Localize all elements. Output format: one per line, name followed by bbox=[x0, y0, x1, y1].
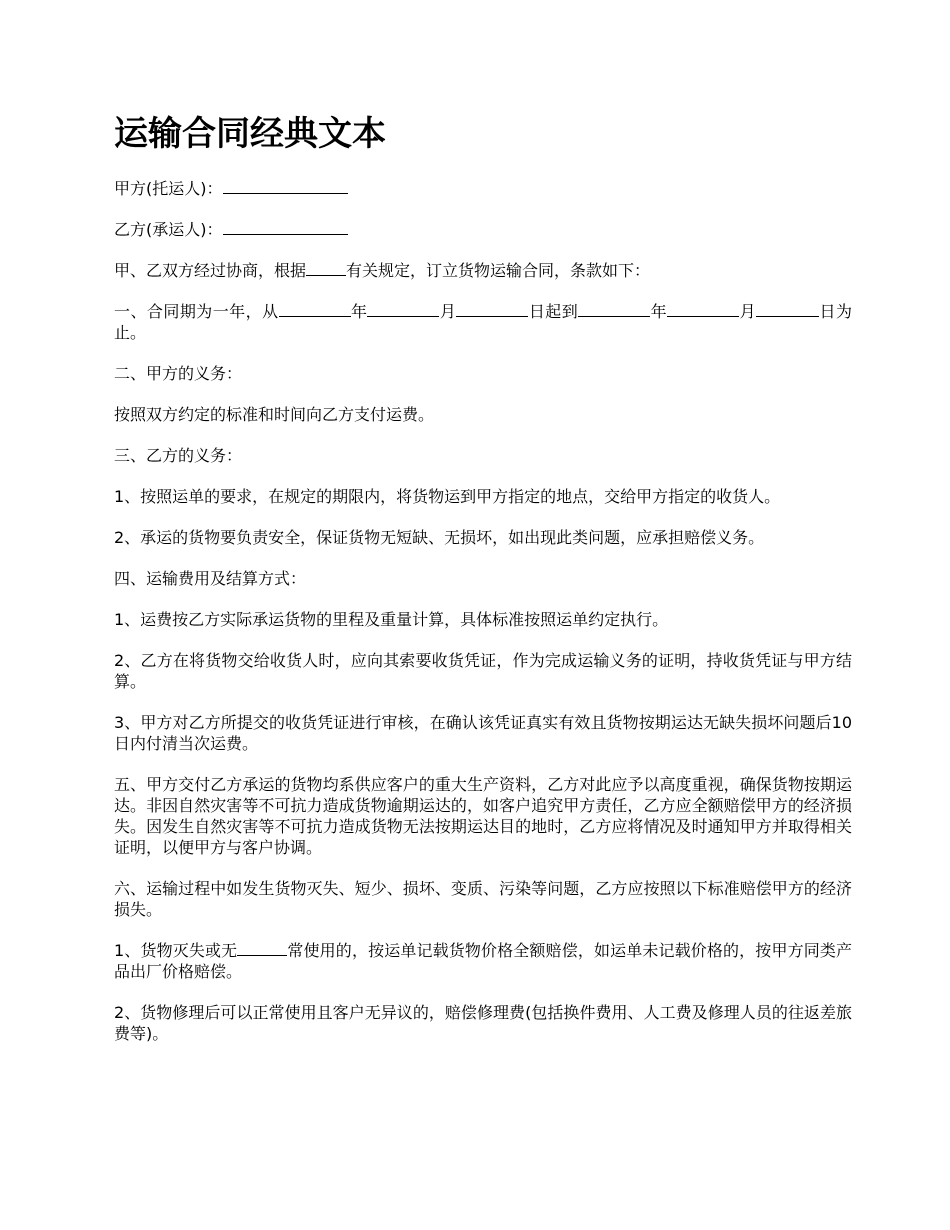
party-b-blank bbox=[223, 220, 348, 235]
blank-day-start bbox=[456, 302, 528, 317]
blank-year-end bbox=[578, 302, 650, 317]
clause-1-end: 日为止。 bbox=[114, 302, 852, 342]
clause-6-item-2: 2、货物修理后可以正常使用且客户无异议的，赔偿修理费(包括换件费用、人工费及修理人员的往返差旅费等)。 bbox=[114, 1003, 852, 1043]
clause-4-heading: 四、运输费用及结算方式： bbox=[114, 569, 307, 588]
party-b-label: 乙方(承运人)： bbox=[114, 220, 223, 239]
blank-day-end-part2 bbox=[789, 302, 819, 317]
party-a-label: 甲方(托运人)： bbox=[114, 179, 223, 198]
clause-6-item-1-after: 常使用的，按运单记载货物价格全额赔偿，如运单未记载价格的，按甲方同类产品出厂价格赔偿。 bbox=[114, 941, 852, 981]
clause-1-month-end: 月 bbox=[739, 302, 757, 321]
clause-1-prefix: 一、合同期为一年，从 bbox=[114, 302, 279, 321]
intro-text-after: 有关规定，订立货物运输合同，条款如下： bbox=[346, 261, 651, 280]
clause-1 bbox=[114, 301, 852, 343]
clause-3-item-1: 1、按照运单的要求，在规定的期限内，将货物运到甲方指定的地点，交给甲方指定的收货人。 bbox=[114, 487, 781, 506]
clause-3-heading: 三、乙方的义务： bbox=[114, 446, 243, 465]
intro-text-before: 甲、乙双方经过协商，根据 bbox=[114, 261, 307, 280]
party-a-line bbox=[114, 178, 852, 199]
blank-day-end-part1 bbox=[756, 302, 789, 317]
intro-blank bbox=[306, 261, 346, 276]
clause-4-item-1: 1、运费按乙方实际承运货物的里程及重量计算，具体标准按照运单约定执行。 bbox=[114, 610, 669, 629]
clause-6-item-1 bbox=[114, 940, 852, 982]
clause-6-item-1-before: 1、货物灭失或无 bbox=[114, 941, 238, 960]
clause-3-item-2: 2、承运的货物要负责安全，保证货物无短缺、无损坏，如出现此类问题，应承担赔偿义务。 bbox=[114, 528, 765, 547]
clause-1-year-end: 年 bbox=[650, 302, 668, 321]
clause-2-heading: 二、甲方的义务： bbox=[114, 364, 243, 383]
clause-6-item-1-blank bbox=[237, 941, 287, 956]
party-a-blank bbox=[223, 179, 348, 194]
clause-5: 五、甲方交付乙方承运的货物均系供应客户的重大生产资料，乙方对此应予以高度重视，确保货物按期运达。非因自然灾害等不可抗力造成货物逾期运达的，如客户追究甲方责任，乙方应全额赔偿甲方的经济损失。因发生自然灾害等不可抗力造成货物无法按期运达目的地时，乙方应将情况及时通知甲方并取得相关证明，以便甲方与客户协调。 bbox=[114, 775, 852, 857]
party-b-line bbox=[114, 219, 852, 240]
clause-4-item-2: 2、乙方在将货物交给收货人时，应向其索要收货凭证，作为完成运输义务的证明，持收货凭证与甲方结算。 bbox=[114, 651, 852, 691]
intro-paragraph bbox=[114, 260, 852, 281]
clause-1-year-start: 年 bbox=[350, 302, 368, 321]
blank-month-start bbox=[367, 302, 439, 317]
clause-2-text: 按照双方约定的标准和时间向乙方支付运费。 bbox=[114, 405, 435, 424]
clause-6-heading: 六、运输过程中如发生货物灭失、短少、损坏、变质、污染等问题，乙方应按照以下标准赔偿甲方的经济损失。 bbox=[114, 879, 852, 919]
clause-1-month-start: 月 bbox=[439, 302, 457, 321]
blank-month-end bbox=[667, 302, 739, 317]
contract-document bbox=[114, 112, 852, 1064]
blank-year-start bbox=[279, 302, 351, 317]
clause-1-day-start: 日起到 bbox=[528, 302, 579, 321]
page-title: 运输合同经典文本 bbox=[114, 114, 386, 154]
clause-4-item-3: 3、甲方对乙方所提交的收货凭证进行审核，在确认该凭证真实有效且货物按期运达无缺失损坏问题后10日内付清当次运费。 bbox=[114, 713, 852, 753]
